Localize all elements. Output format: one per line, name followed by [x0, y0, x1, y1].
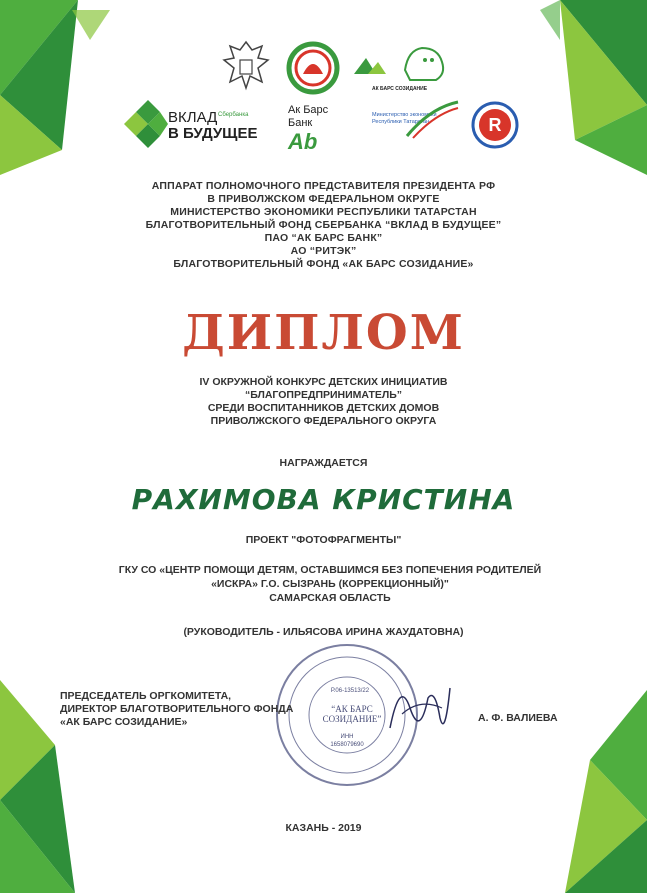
- contest-line: “БЛАГОПРЕДПРИНИМАТЕЛЬ”: [244, 389, 403, 401]
- awarded-label: НАГРАЖДАЕТСЯ: [279, 457, 368, 469]
- header-line: БЛАГОТВОРИТЕЛЬНЫЙ ФОНД СБЕРБАНКА “ВКЛАД В БУДУЩЕЕ”: [145, 219, 502, 231]
- minecon-line2: Республики Татарстан: [372, 119, 430, 125]
- contest-line: ПРИВОЛЖСКОГО ФЕДЕРАЛЬНОГО ОКРУГА: [210, 415, 437, 427]
- chairman-line: ДИРЕКТОР БЛАГОТВОРИТЕЛЬНОГО ФОНДА: [60, 703, 294, 715]
- header-line: БЛАГОТВОРИТЕЛЬНЫЙ ФОНД «АК БАРС СОЗИДАНИЕ»: [173, 258, 474, 270]
- header-line: МИНИСТЕРСТВО ЭКОНОМИКИ РЕСПУБЛИКИ ТАТАРСТАН: [170, 206, 477, 218]
- chairman-block: [60, 690, 340, 729]
- stamp-center-line1: “АК БАРС: [331, 704, 373, 714]
- vklad-logo-icon: [118, 100, 170, 150]
- coat-of-arms-icon: [222, 38, 270, 92]
- svg-text:R: R: [488, 115, 502, 135]
- chairman-line: ПРЕДСЕДАТЕЛЬ ОРГКОМИТЕТА,: [60, 690, 232, 702]
- vklad-line1: ВКЛАД: [168, 109, 218, 126]
- stamp-center-line2: СОЗИДАНИЕ”: [322, 714, 382, 724]
- city-year: КАЗАНЬ - 2019: [285, 822, 362, 834]
- contest-description: [60, 376, 587, 428]
- issuers-header: [60, 180, 587, 271]
- project-name: ПРОЕКТ "ФОТОФРАГМЕНТЫ": [245, 534, 402, 546]
- chairman-line: «АК БАРС СОЗИДАНИЕ»: [60, 716, 188, 728]
- organization-line: САМАРСКАЯ ОБЛАСТЬ: [269, 592, 391, 604]
- organization-line: ГКУ СО «ЦЕНТР ПОМОЩИ ДЕТЯМ, ОСТАВШИМСЯ БЕЗ ПОПЕЧЕНИЯ РОДИТЕЛЕЙ: [118, 564, 542, 576]
- header-line: АО “РИТЭК”: [290, 245, 357, 257]
- vklad-line2: В БУДУЩЕЕ: [168, 125, 258, 142]
- ritek-logo-icon: [470, 100, 520, 150]
- leader-line: (РУКОВОДИТЕЛЬ - ИЛЬЯСОВА ИРИНА ЖАУДАТОВНА): [183, 626, 464, 638]
- vklad-small: Сбербанка: [218, 112, 249, 118]
- minecon-line1: Министерство экономики: [372, 112, 437, 118]
- header-line: В ПРИВОЛЖСКОМ ФЕДЕРАЛЬНОМ ОКРУГЕ: [207, 193, 440, 205]
- header-line: АППАРАТ ПОЛНОМОЧНОГО ПРЕДСТАВИТЕЛЯ ПРЕЗИДЕНТА РФ: [151, 180, 496, 192]
- header-line: ПАО “АК БАРС БАНК”: [264, 232, 383, 244]
- stamp-inn-label: ИНН: [340, 734, 354, 740]
- signature: [380, 668, 460, 748]
- stamp-inn: 1658079690: [330, 742, 364, 748]
- tatarstan-emblem-icon: [283, 40, 343, 96]
- recipient-name: РАХИМОВА КРИСТИНА: [131, 483, 516, 516]
- contest-line: СРЕДИ ВОСПИТАННИКОВ ДЕТСКИХ ДОМОВ: [207, 402, 440, 414]
- akbars-line1: Ак Барс: [288, 104, 329, 116]
- organization-line: «ИСКРА» Г.О. СЫЗРАНЬ (КОРРЕКЦИОННЫЙ)": [211, 578, 449, 590]
- stamp-reg: Р.06-13513/22: [330, 688, 370, 694]
- minecon-swoosh-icon: [405, 100, 460, 140]
- organization: [70, 563, 590, 605]
- abs-name: АК БАРС СОЗИДАНИЕ: [372, 86, 428, 92]
- snow-leopard-icon: [350, 40, 460, 90]
- akbars-line2: Банк: [288, 117, 313, 129]
- diploma-title: ДИПЛОМ: [182, 305, 465, 361]
- signer-name: А. Ф. ВАЛИЕВА: [478, 712, 558, 724]
- sponsor-logos: [0, 0, 647, 170]
- contest-line: IV ОКРУЖНОЙ КОНКУРС ДЕТСКИХ ИНИЦИАТИВ: [199, 376, 448, 388]
- akbars-mark: Ab: [288, 129, 318, 154]
